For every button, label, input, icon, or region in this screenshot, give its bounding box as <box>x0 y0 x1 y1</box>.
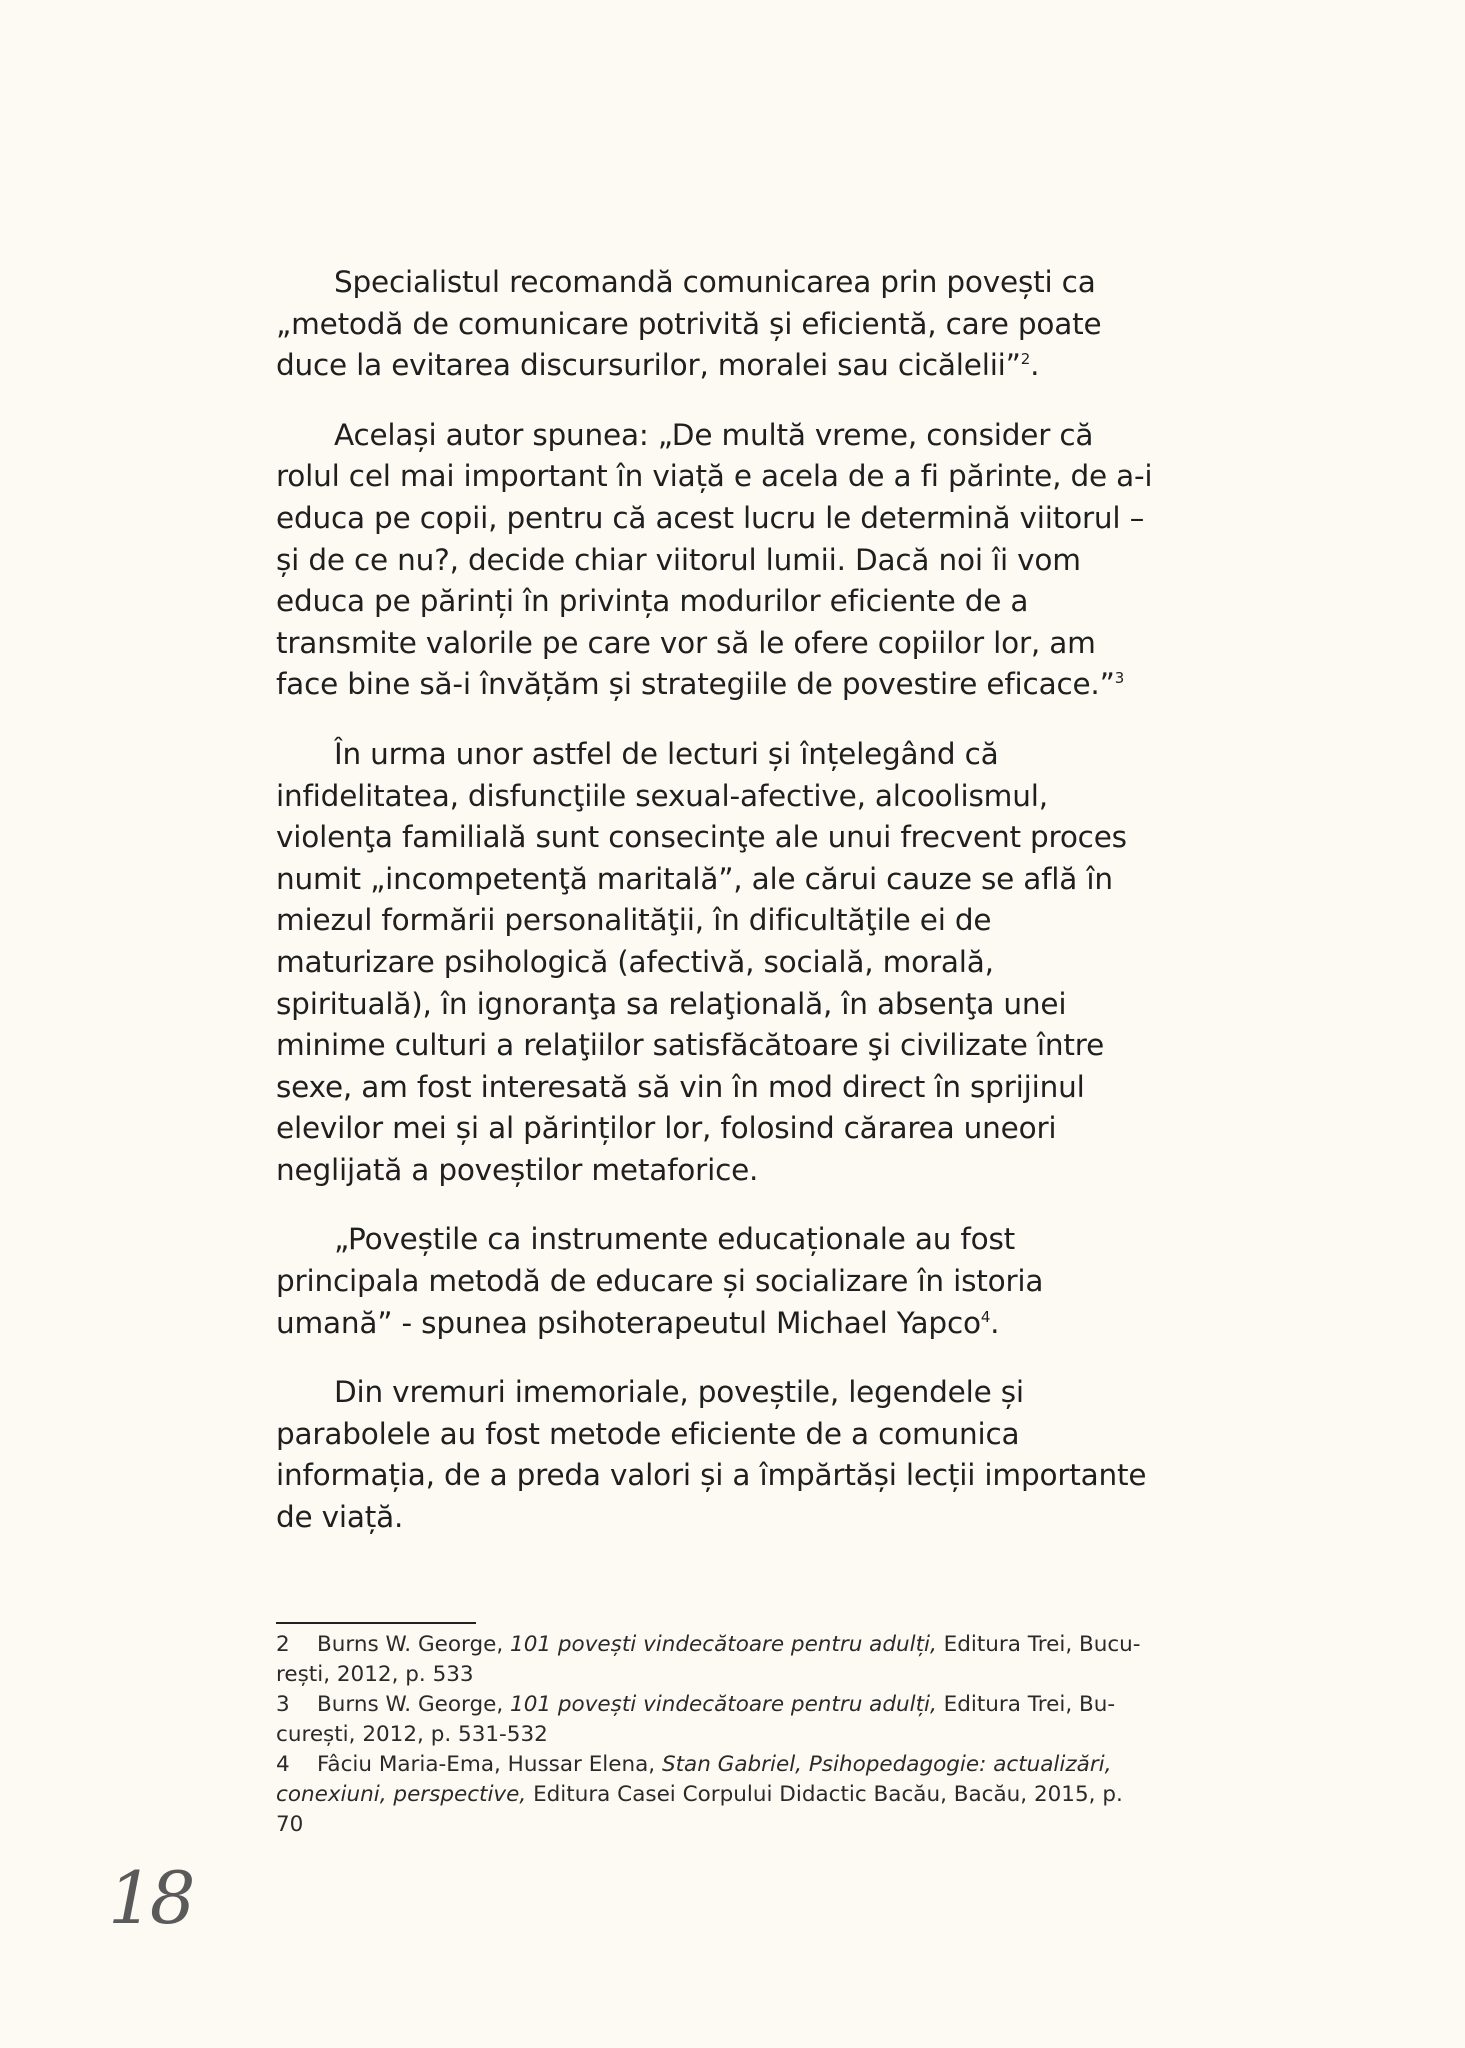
footnotes <box>276 1630 1146 1840</box>
footnote-number: 3 <box>276 1692 290 1717</box>
footnote-number: 2 <box>276 1632 290 1657</box>
footnote-title: 101 povești vindecătoare pentru adulți, <box>510 1632 937 1657</box>
footnote-ref-3[interactable]: 3 <box>1114 669 1125 688</box>
footnote-number: 4 <box>276 1752 290 1777</box>
paragraph-3: În urma unor astfel de lecturi și înțelegând că infidelitatea, disfuncţiile sexual-afective, alcoolismul, violenţa familială sunt consecinţe ale unui frecvent proces numit „incompetenţă maritală”, ale cărui cauze se află în miezul formării personalităţii, în dificultăţile ei de maturizare psihologică (afectivă, socială, morală, spirituală), în ignoranţa sa relaţională, în absenţa unei minime culturi a relaţiilor satisfăcătoare şi civilizate între sexe, am fost interesată să vin în mod direct în sprijinul elevilor mei și al părinților lor, folosind cărarea uneori neglijată a poveștilor metaforice. <box>276 736 1127 1187</box>
footnote-ref-4[interactable]: 4 <box>980 1307 991 1326</box>
page-number: 18 <box>108 1856 192 1940</box>
footnote-ref-2[interactable]: 2 <box>1020 350 1031 369</box>
footnote-divider <box>276 1622 476 1624</box>
paragraph-1: Specialistul recomandă comunicarea prin povești ca „metodă de comunicare potrivită și eficientă, care poate duce la evitarea discursurilor, moralei sau cicălelii”$^2$. <box>276 265 1102 383</box>
paragraph-4: „Poveștile ca instrumente educaționale au fost principala metodă de educare și socializare în istoria umană” - spunea psihoterapeutul Michael Yapco$^4$. <box>276 1222 1044 1340</box>
footnote-title: 101 povești vindecătoare pentru adulți, <box>510 1692 937 1717</box>
body-text <box>276 262 1156 1567</box>
footnote-3: 3 Burns W. George, 101 povești vindecătoare pentru adulți, Editura Trei, Bu-curești, 2012, p. 531-532 <box>276 1692 1116 1747</box>
footnote-4: 4 Fâciu Maria-Ema, Hussar Elena, Stan Gabriel, Psihopedagogie: actualizări, conexiuni, perspective, Editura Casei Corpului Didactic Bacău, Bacău, 2015, p. 70 <box>276 1752 1123 1837</box>
footnote-title: Stan Gabriel, Psihopedagogie: actualizări, conexiuni, perspective, <box>276 1752 1112 1807</box>
paragraph-2: Același autor spunea: „De multă vreme, consider că rolul cel mai important în viață e acela de a fi părinte, de a-i educa pe copii, pentru că acest lucru le determină viitorul – și de ce nu?, decide chiar viitorul lumii. Dacă noi îi vom educa pe părinți în privința modurilor eficiente de a transmite valorile pe care vor să le ofere copiilor lor, am face bine să-i învățăm și strategiile de povestire eficace.”$^3$ <box>276 417 1153 702</box>
paragraph-5: Din vremuri imemoriale, poveștile, legendele și parabolele au fost metode eficiente de a comunica informația, de a preda valori și a împărtăși lecții importante de viață. <box>276 1375 1147 1535</box>
footnote-2: 2 Burns W. George, 101 povești vindecătoare pentru adulți, Editura Trei, Bucu-rești, 2012, p. 533 <box>276 1632 1141 1687</box>
